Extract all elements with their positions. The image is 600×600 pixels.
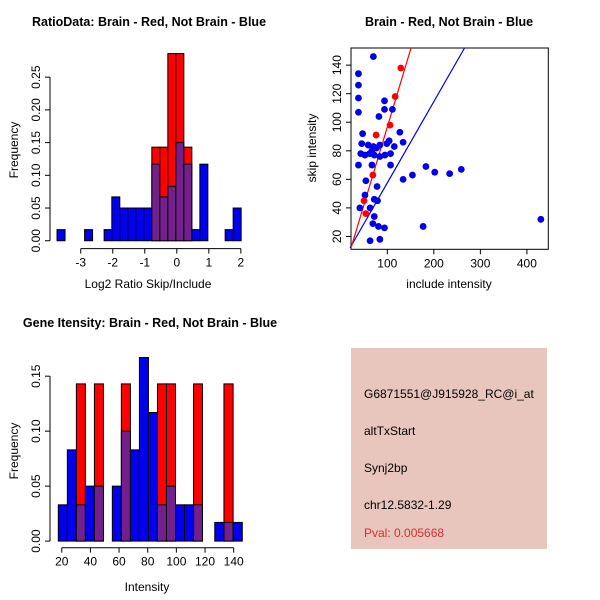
gene-hist-title: Gene Itensity: Brain - Red, Not Brain - Blue [22, 316, 278, 330]
scatter-point-blue [381, 106, 388, 113]
info-pval: Pval: 0.005668 [364, 526, 445, 540]
scatter-point-blue [396, 129, 403, 136]
hist-bar-overlap [168, 186, 176, 240]
x-tick-label: 60 [112, 554, 126, 569]
scatter-point-blue [376, 236, 383, 243]
ratio-hist-xlabel: Log2 Ratio Skip/Include [84, 277, 212, 291]
scatter-point-blue [387, 150, 394, 157]
y-tick-label: 0.15 [29, 130, 43, 155]
hist-bar-blue [200, 164, 208, 241]
scatter-point-blue [355, 95, 362, 102]
hist-bar-blue [233, 208, 241, 241]
hist-bar-blue [215, 522, 224, 541]
y-tick-label: 60 [330, 172, 344, 187]
hist-bar-blue [112, 486, 121, 541]
x-tick-label: 100 [377, 256, 398, 271]
hist-bar-blue [139, 357, 148, 541]
y-tick-label: 0.00 [29, 229, 43, 253]
y-tick-label: 0.20 [29, 98, 43, 122]
scatter-point-red [362, 210, 369, 217]
hist-bar-red [224, 384, 233, 541]
info-probe-id: G6871551@J915928_RC@i_at [364, 387, 534, 401]
scatter-point-blue [367, 237, 374, 244]
hist-bar-blue [185, 505, 194, 541]
scatter-point-blue [362, 177, 369, 184]
hist-bar-overlap [176, 143, 184, 241]
y-tick-label: 100 [330, 112, 344, 133]
y-tick-label: 140 [330, 55, 344, 76]
hist-bar-overlap [157, 505, 166, 541]
hist-bar-blue [112, 197, 120, 241]
hist-bar-blue [104, 230, 112, 241]
x-tick-label: 400 [516, 256, 537, 271]
hist-bar-blue [148, 412, 157, 541]
hist-bar-blue [144, 208, 152, 241]
y-tick-label: 0.05 [29, 196, 43, 220]
x-tick-label: 2 [237, 255, 245, 270]
gene-hist-plot [29, 357, 244, 568]
ratio-hist-title: RatioData: Brain - Red, Not Brain - Blue [31, 15, 267, 29]
scatter-point-blue [359, 130, 366, 137]
scatter-point-red [361, 197, 368, 204]
scatter-point-red [373, 132, 380, 139]
hist-bar-blue [58, 505, 67, 541]
x-tick-label: 1 [205, 255, 213, 270]
hist-bar-blue [225, 230, 233, 241]
scatter-point-blue [355, 162, 362, 169]
scatter-point-blue [381, 224, 388, 231]
gene-hist-xlabel: Intensity [124, 580, 170, 594]
y-tick-label: 0.25 [29, 65, 43, 89]
y-tick-label: 120 [330, 83, 344, 104]
x-tick-label: 0 [173, 255, 181, 270]
scatter-xlabel: include intensity [406, 277, 492, 291]
x-tick-label: 100 [166, 554, 187, 569]
scatter-point-blue [400, 139, 407, 146]
scatter-point-blue [375, 223, 382, 230]
scatter-title: Brain - Red, Not Brain - Blue [364, 15, 534, 29]
x-tick-label: 300 [470, 256, 491, 271]
hist-bar-blue [130, 450, 139, 541]
y-tick-label: 0.05 [29, 474, 43, 498]
hist-bar-blue [176, 505, 185, 541]
scatter-point-blue [374, 197, 381, 204]
info-location: chr12.5832-1.29 [364, 498, 452, 512]
scatter-point-red [387, 122, 394, 129]
scatter-point-blue [458, 166, 465, 173]
scatter-point-blue [409, 172, 416, 179]
hist-bar-overlap [166, 486, 175, 541]
scatter-point-blue [355, 109, 362, 116]
scatter-ylabel: skip intensity [305, 113, 319, 183]
hist-bar-blue [67, 450, 76, 541]
info-event-type: altTxStart [364, 424, 416, 438]
scatter-point-blue [423, 163, 430, 170]
scatter-point-blue [367, 204, 374, 211]
scatter-point-blue [537, 216, 544, 223]
scatter-point-blue [446, 170, 453, 177]
hist-bar-blue [85, 486, 94, 541]
x-tick-label: 20 [55, 554, 69, 569]
x-tick-label: 200 [423, 256, 444, 271]
scatter-point-blue [391, 143, 398, 150]
x-tick-label: -1 [139, 255, 151, 270]
hist-bar-blue [57, 230, 65, 241]
scatter-point-red [397, 65, 404, 72]
scatter-point-blue [362, 192, 369, 199]
scatter-point-blue [431, 169, 438, 176]
scatter-point-blue [381, 97, 388, 104]
y-tick-label: 80 [330, 144, 344, 158]
scatter-point-blue [420, 223, 427, 230]
y-tick-label: 40 [330, 201, 344, 215]
scatter-point-blue [355, 82, 362, 89]
y-tick-label: 0.10 [29, 419, 43, 443]
x-tick-label: -3 [75, 255, 87, 270]
y-tick-label: 20 [330, 229, 344, 244]
x-tick-label: 80 [141, 554, 155, 569]
scatter-point-blue [383, 140, 390, 147]
x-tick-label: 120 [195, 554, 216, 569]
hist-bar-overlap [94, 486, 103, 541]
x-tick-label: -2 [107, 255, 119, 270]
hist-bar-overlap [76, 505, 85, 541]
info-panel [351, 348, 547, 549]
hist-bar-overlap [152, 164, 160, 241]
scatter-point-blue [400, 176, 407, 183]
scatter-point-blue [358, 140, 365, 147]
scatter-point-blue [374, 183, 381, 190]
scatter-point-red [369, 172, 376, 179]
hist-bar-blue [233, 522, 242, 541]
hist-bar-blue [128, 208, 136, 241]
y-tick-label: 0.15 [29, 364, 43, 388]
scatter-point-blue [376, 113, 383, 120]
hist-bar-overlap [160, 197, 168, 241]
hist-bar-overlap [184, 164, 192, 241]
scatter-point-blue [389, 106, 396, 113]
x-tick-label: 40 [83, 554, 98, 569]
hist-bar-blue [136, 208, 144, 241]
hist-bar-overlap [224, 522, 233, 541]
gene-hist-ylabel: Frequency [7, 422, 21, 480]
info-gene-name: Synj2bp [364, 461, 408, 475]
ratio-hist-plot [29, 54, 244, 270]
scatter-point-blue [387, 162, 394, 169]
scatter-point-blue [356, 204, 363, 211]
y-tick-label: 0.10 [29, 163, 43, 187]
x-tick-label: 140 [223, 554, 244, 569]
scatter-point-blue [369, 162, 376, 169]
hist-bar-blue [192, 230, 200, 241]
hist-bar-overlap [194, 505, 203, 541]
hist-bar-overlap [121, 431, 130, 541]
hist-bar-blue [120, 208, 128, 241]
ratio-hist-ylabel: Frequency [7, 121, 21, 179]
scatter-point-blue [355, 70, 362, 77]
scatter-point-blue [371, 213, 378, 220]
scatter-plot [330, 48, 548, 270]
y-tick-label: 0.00 [29, 529, 43, 553]
scatter-point-blue [370, 53, 377, 60]
scatter-point-red [392, 93, 399, 100]
hist-bar-blue [85, 230, 93, 241]
